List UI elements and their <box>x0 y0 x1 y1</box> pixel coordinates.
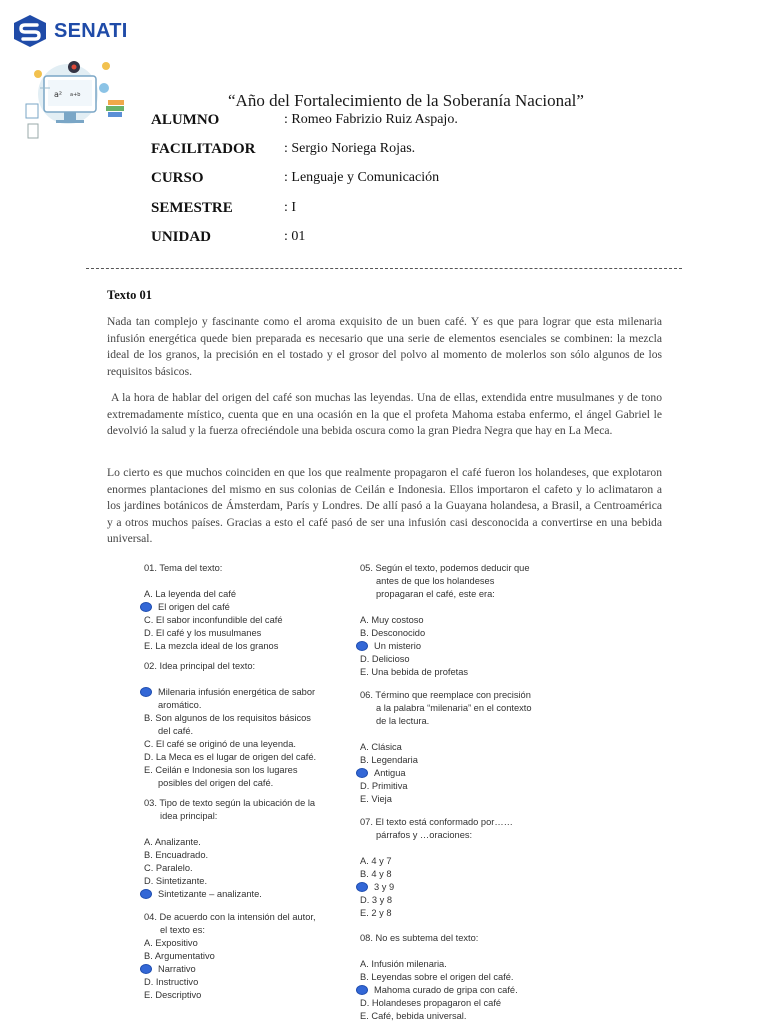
option-d: D. Instructivo <box>144 977 199 987</box>
option-d: D. Sintetizante. <box>144 876 208 886</box>
info-label: FACILITADOR <box>151 141 256 157</box>
svg-text:a²: a² <box>54 90 63 99</box>
question-05 <box>360 562 532 679</box>
option-e: E. La mezcla ideal de los granos <box>144 641 279 651</box>
option-label: Un misterio <box>374 641 422 651</box>
option-e: E. 2 y 8 <box>360 908 392 918</box>
selected-answer-marker <box>356 641 368 651</box>
option-c: C. El sabor inconfundible del café <box>144 615 283 625</box>
paragraph-1: Nada tan complejo y fascinante como el aroma exquisito de un buen café. Y es que para lograr que esta milenaria infusión energética quede bien preparada es necesario que una serie de elementos esenciales se combinen: la mezcla ideal de los granos, la precisión en el tostado y el grosor del polvo al momento de molerlos son sólo algunos de los requisitos básicos. <box>107 315 662 378</box>
senati-logo-icon <box>12 14 48 48</box>
option-a: A. Infusión milenaria. <box>360 959 447 969</box>
senati-logo <box>12 14 128 48</box>
brand-name: SENATI <box>54 19 128 42</box>
option-d: D. Delicioso <box>360 654 410 664</box>
question-text: 03. Tipo de texto según la ubicación de la idea principal: <box>144 798 316 821</box>
paragraph-2: A la hora de hablar del origen del café son muchas las leyendas. Una de ellas, extendida entre musulmanes y de tono extremadamente místico, cuenta que en una ocasión en la que el profeta Mahoma estaba enfermo, el ángel Gabriel le devolvió la salud y la fuerza ofreciéndole una bebida oscura como la gran Piedra Negra que hay en La Meca. <box>107 391 662 437</box>
option-continuation: aromático. <box>158 700 202 710</box>
selected-answer-marker <box>140 964 152 974</box>
option-c-selected <box>360 881 532 894</box>
option-d: D. La Meca es el lugar de origen del café. <box>144 752 317 762</box>
option-b-selected <box>144 601 324 614</box>
info-value: : Romeo Fabrizio Ruiz Aspajo. <box>284 112 458 127</box>
option-b: B. Legendaria <box>360 755 418 765</box>
selected-answer-marker <box>356 985 368 995</box>
option-continuation: del café. <box>158 726 194 736</box>
svg-text:a+b: a+b <box>70 92 81 98</box>
question-01 <box>144 562 324 653</box>
option-continuation: posibles del origen del café. <box>158 778 274 788</box>
question-text: 06. Término que reemplace con precisión a la palabra “milenaria” en el contexto de la lectura. <box>360 690 532 726</box>
option-d: D. Holandeses propagaron el café <box>360 998 502 1008</box>
option-d: D. El café y los musulmanes <box>144 628 262 638</box>
option-a: A. Expositivo <box>144 938 198 948</box>
question-text: 02. Idea principal del texto: <box>144 661 256 671</box>
selected-answer-marker <box>356 882 368 892</box>
option-e: E. Una bebida de profetas <box>360 667 469 677</box>
question-02 <box>144 660 324 790</box>
question-07 <box>360 816 532 920</box>
option-b: B. Argumentativo <box>144 951 215 961</box>
info-value: : 01 <box>284 229 306 244</box>
motto: “Año del Fortalecimiento de la Soberanía Nacional” <box>228 91 584 110</box>
option-d: D. Primitiva <box>360 781 408 791</box>
option-b: B. Desconocido <box>360 628 426 638</box>
info-label: UNIDAD <box>151 229 211 245</box>
option-e: E. Café, bebida universal. <box>360 1011 467 1021</box>
info-value: : Sergio Noriega Rojas. <box>284 141 416 156</box>
question-08 <box>360 932 532 1023</box>
option-b: B. Encuadrado. <box>144 850 209 860</box>
option-a: A. 4 y 7 <box>360 856 392 866</box>
option-e: E. Vieja <box>360 794 392 804</box>
selected-answer-marker <box>140 687 152 697</box>
info-label: ALUMNO <box>151 112 220 128</box>
question-04 <box>144 911 324 1002</box>
option-label: Narrativo <box>158 964 196 974</box>
option-label: El origen del café <box>158 602 230 612</box>
paragraph-3: Lo cierto es que muchos coinciden en que los que realmente propagaron el café fueron los holandeses, que explotaron enormes plantaciones del mismo en sus colonias de Ceilán e Indonesia. Ellos importaron el cafeto y lo aclimataron a los jardines botánicos de Ámsterdam, París y Londres. De allí pasó a la Guayana holandesa, a Brasil, a Centroamérica y a otros muchos países. Gracias a esto el café pasó de ser una infusión casi desconocida a convertirse en una bebida universal. <box>107 466 662 545</box>
text-title: Texto 01 <box>107 288 153 302</box>
tech-illustration-icon <box>20 58 130 142</box>
option-c-selected <box>144 963 324 976</box>
option-label: 3 y 9 <box>374 882 395 892</box>
option-a: A. La leyenda del café <box>144 589 237 599</box>
question-text: 01. Tema del texto: <box>144 563 223 573</box>
option-label: Antigua <box>374 768 406 778</box>
question-text: 05. Según el texto, podemos deducir que antes de que los holandeses propagaran el café, este era: <box>360 563 530 599</box>
dashed-divider <box>86 268 682 269</box>
selected-answer-marker <box>140 889 152 899</box>
option-b: B. 4 y 8 <box>360 869 392 879</box>
question-06 <box>360 689 532 806</box>
selected-answer-marker <box>356 768 368 778</box>
option-c: C. Paralelo. <box>144 863 193 873</box>
option-label: Sintetizante – analizante. <box>158 889 262 899</box>
option-e-selected <box>144 888 324 901</box>
option-a-selected <box>144 686 324 699</box>
option-e: E. Ceilán e Indonesia son los lugares <box>144 765 298 775</box>
questions-right-column <box>360 562 532 1023</box>
option-c-selected <box>360 984 532 997</box>
option-a: A. Muy costoso <box>360 615 424 625</box>
questions-left-column <box>144 562 324 1002</box>
option-b: B. Leyendas sobre el origen del café. <box>360 972 514 982</box>
option-a: A. Analizante. <box>144 837 201 847</box>
question-text: 08. No es subtema del texto: <box>360 933 479 943</box>
question-03 <box>144 797 324 901</box>
info-value: : Lenguaje y Comunicación <box>284 170 440 185</box>
option-a: A. Clásica <box>360 742 402 752</box>
info-label: SEMESTRE <box>151 200 233 216</box>
info-label: CURSO <box>151 170 204 186</box>
option-c-selected <box>360 767 532 780</box>
info-value: : I <box>284 200 297 215</box>
option-e: E. Descriptivo <box>144 990 202 1000</box>
option-c: C. El café se originó de una leyenda. <box>144 739 296 749</box>
selected-answer-marker <box>140 602 152 612</box>
option-label: Mahoma curado de gripa con café. <box>374 985 518 995</box>
option-label: Milenaria infusión energética de sabor <box>158 687 316 697</box>
option-d: D. 3 y 8 <box>360 895 393 905</box>
question-text: 04. De acuerdo con la intensión del autor, el texto es: <box>144 912 316 935</box>
question-text: 07. El texto está conformado por……párrafos y …oraciones: <box>360 817 513 840</box>
option-c-selected <box>360 640 532 653</box>
option-b: B. Son algunos de los requisitos básicos <box>144 713 311 723</box>
